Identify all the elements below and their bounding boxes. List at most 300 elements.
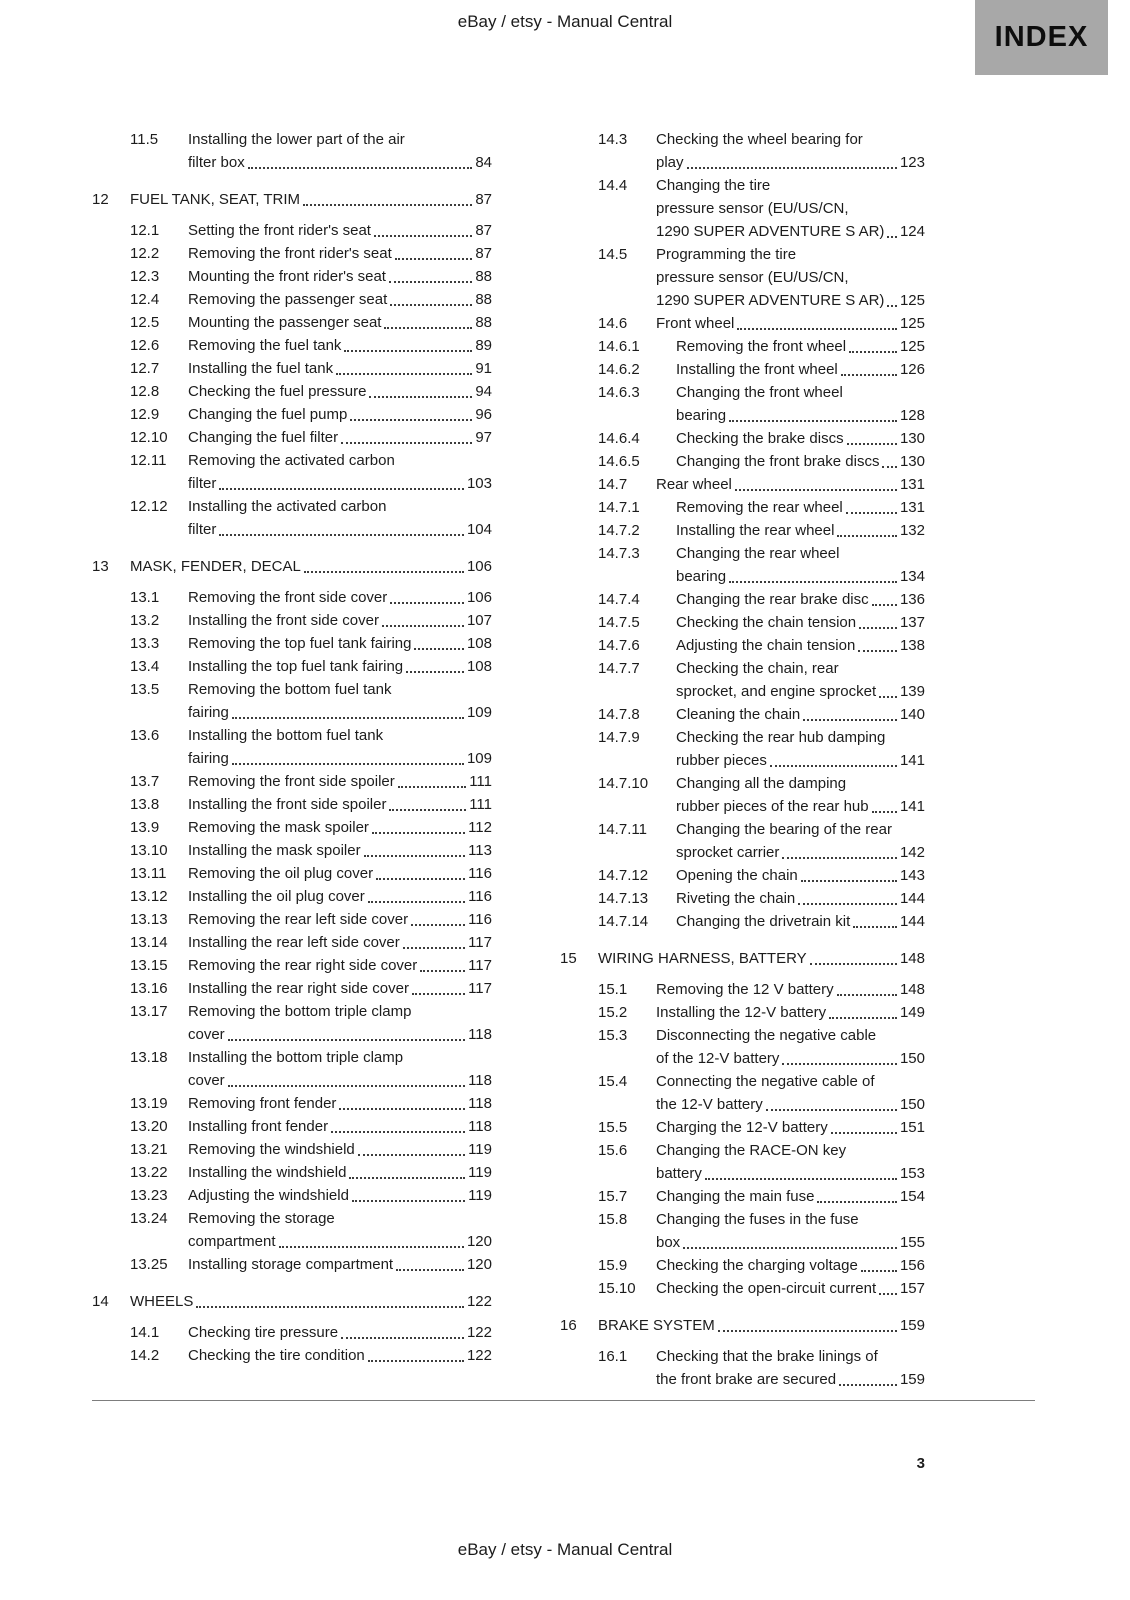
toc-entry-title-line: Removing the bottom triple clamp (188, 1003, 412, 1020)
toc-entry-title: Checking the brake discs (676, 430, 844, 447)
toc-entry-body (656, 978, 925, 1001)
toc-entry-number: 13.8 (130, 796, 160, 813)
toc-entry-last-line (188, 931, 492, 954)
toc-entry-number: 15.5 (598, 1119, 628, 1136)
toc-entry-body (188, 357, 492, 380)
toc-entry-number: 13.2 (130, 612, 160, 629)
toc-entry-last-line (188, 793, 492, 816)
toc-entry (560, 947, 925, 970)
toc-entry-body (656, 1070, 925, 1116)
toc-entry-body (656, 1001, 925, 1024)
toc-entry-number: 14.7.13 (598, 890, 649, 907)
toc-entry-body (188, 977, 492, 1000)
toc-entry-title-line: Removing the activated carbon (188, 452, 395, 469)
dot-leader (232, 747, 464, 770)
dot-leader (382, 609, 464, 632)
toc-entry-title: the front brake are secured (656, 1371, 837, 1388)
toc-entry-title: Installing the rear left side cover (188, 934, 400, 951)
toc-entry-last-line (188, 311, 492, 334)
toc-entry-number: 12.3 (130, 268, 160, 285)
dot-leader (839, 1368, 897, 1391)
toc-entry-page: 108 (466, 658, 492, 675)
toc-entry-number: 14.1 (130, 1324, 160, 1341)
toc-entry-title: Installing the windshield (188, 1164, 347, 1181)
toc-entry-body (188, 1046, 492, 1092)
toc-entry-page: 125 (899, 292, 925, 309)
toc-entry-last-line (676, 703, 925, 726)
toc-entry-page: 116 (468, 888, 492, 905)
toc-entry-title: Removing the front side spoiler (188, 773, 395, 790)
toc-entry (598, 726, 925, 772)
dot-leader (770, 749, 897, 772)
toc-entry-body (676, 634, 925, 657)
dot-leader (817, 1185, 897, 1208)
toc-entry-last-line (656, 289, 925, 312)
toc-entry-page: 118 (468, 1026, 492, 1043)
toc-entry-title: rubber pieces of the rear hub (676, 798, 869, 815)
toc-entry-last-line (676, 795, 925, 818)
toc-entry (598, 243, 925, 312)
toc-entry-number: 15.10 (598, 1280, 636, 1297)
toc-entry (598, 772, 925, 818)
toc-entry-last-line (188, 701, 492, 724)
toc-entry-page: 136 (899, 591, 925, 608)
dot-leader (879, 680, 897, 703)
dot-leader (331, 1115, 465, 1138)
toc-entry-body (676, 427, 925, 450)
toc-entry-number: 13.19 (130, 1095, 168, 1112)
dot-leader (228, 1023, 465, 1046)
toc-entry-number: 14.7.5 (598, 614, 640, 631)
toc-entry-number: 12.12 (130, 498, 168, 515)
toc-entry-number: 14.7.8 (598, 706, 640, 723)
toc-entry-last-line (656, 1231, 925, 1254)
dot-leader (420, 954, 465, 977)
toc-entry-title: Opening the chain (676, 867, 798, 884)
toc-entry (130, 839, 492, 862)
toc-entry (130, 655, 492, 678)
toc-entry (130, 1000, 492, 1046)
toc-entry-body (130, 555, 492, 578)
toc-entry-body (188, 1115, 492, 1138)
toc-entry (130, 816, 492, 839)
toc-entry (598, 1185, 925, 1208)
dot-leader (853, 910, 897, 933)
toc-entry-title: Riveting the chain (676, 890, 796, 907)
toc-entry-page: 141 (899, 798, 925, 815)
toc-entry (130, 357, 492, 380)
toc-entry-number: 12.8 (130, 383, 160, 400)
toc-entry-page: 111 (469, 773, 492, 790)
dot-leader (384, 311, 472, 334)
toc-entry-number: 16.1 (598, 1348, 628, 1365)
toc-entry-last-line (676, 519, 925, 542)
toc-entry-body (188, 265, 492, 288)
toc-entry-title: Cleaning the chain (676, 706, 801, 723)
toc-entry-number: 16 (560, 1317, 577, 1334)
toc-entry-body (656, 128, 925, 174)
toc-entry-page: 134 (899, 568, 925, 585)
toc-entry-last-line (188, 426, 492, 449)
toc-entry (598, 335, 925, 358)
toc-entry-number: 12.7 (130, 360, 160, 377)
toc-entry-title: MASK, FENDER, DECAL (130, 558, 301, 575)
toc-entry-last-line (598, 1314, 925, 1337)
toc-entry-last-line (130, 188, 492, 211)
toc-entry-number: 15.2 (598, 1004, 628, 1021)
toc-entry-last-line (656, 1277, 925, 1300)
dot-leader (219, 472, 464, 495)
toc-entry-title: filter (188, 475, 217, 492)
toc-entry-body (676, 864, 925, 887)
dot-leader (368, 885, 465, 908)
toc-entry-last-line (676, 404, 925, 427)
toc-entry-title: Removing the passenger seat (188, 291, 388, 308)
toc-entry-number: 12.5 (130, 314, 160, 331)
toc-entry (598, 174, 925, 243)
toc-entry (130, 380, 492, 403)
toc-entry-body (188, 1207, 492, 1253)
toc-entry-page: 87 (475, 245, 492, 262)
toc-entry-title: sprocket, and engine sprocket (676, 683, 877, 700)
toc-entry-title: Charging the 12-V battery (656, 1119, 828, 1136)
dot-leader (403, 931, 465, 954)
index-badge-label: INDEX (994, 21, 1089, 53)
toc-entry (598, 1254, 925, 1277)
toc-entry-title: play (656, 154, 684, 171)
toc-entry-page: 126 (899, 361, 925, 378)
toc-entry-last-line (676, 565, 925, 588)
toc-entry-title: Removing the rear right side cover (188, 957, 418, 974)
toc-entry-title: Installing the mask spoiler (188, 842, 361, 859)
toc-entry (130, 931, 492, 954)
dot-leader (372, 816, 465, 839)
toc-entry-body (656, 243, 925, 312)
toc-entry-last-line (676, 680, 925, 703)
toc-entry-title-line: Removing the storage (188, 1210, 335, 1227)
toc-entry-number: 15.4 (598, 1073, 628, 1090)
toc-entry-number: 14.7.7 (598, 660, 640, 677)
dot-leader (887, 220, 897, 243)
toc-entry-page: 97 (475, 429, 492, 446)
toc-entry (598, 1345, 925, 1391)
toc-entry-last-line (188, 1344, 492, 1367)
dot-leader (279, 1230, 464, 1253)
toc-entry-title: Checking tire pressure (188, 1324, 339, 1341)
toc-entry-number: 14.6.3 (598, 384, 640, 401)
dot-leader (304, 555, 464, 578)
toc-entry (598, 864, 925, 887)
toc-entry-page: 84 (475, 154, 492, 171)
toc-entry-body (676, 358, 925, 381)
toc-entry-body (676, 496, 925, 519)
toc-entry (598, 703, 925, 726)
toc-entry-last-line (656, 978, 925, 1001)
toc-entry-last-line (188, 1069, 492, 1092)
dot-leader (196, 1290, 464, 1313)
toc-entry-body (676, 772, 925, 818)
toc-entry (598, 450, 925, 473)
toc-entry-body (656, 174, 925, 243)
toc-entry-last-line (676, 496, 925, 519)
toc-entry-last-line (676, 634, 925, 657)
toc-entry-page: 116 (468, 865, 492, 882)
toc-entry-title: of the 12-V battery (656, 1050, 780, 1067)
toc-entry-title: Removing the rear wheel (676, 499, 843, 516)
toc-entry-body (188, 724, 492, 770)
dot-leader (837, 519, 897, 542)
toc-entry-page: 88 (475, 314, 492, 331)
toc-entry-title-line: Disconnecting the negative cable (656, 1027, 877, 1044)
toc-entry-title: bearing (676, 568, 727, 585)
toc-entry-body (676, 335, 925, 358)
toc-entry-last-line (188, 885, 492, 908)
toc-entry-body (188, 1138, 492, 1161)
page-number: 3 (916, 1455, 925, 1472)
toc-entry-number: 12.6 (130, 337, 160, 354)
toc-entry-number: 14.6.2 (598, 361, 640, 378)
toc-entry-title: Rear wheel (656, 476, 732, 493)
toc-entry-body (676, 519, 925, 542)
toc-entry-title: 1290 SUPER ADVENTURE S AR) (656, 292, 885, 309)
toc-entry-title: Installing front fender (188, 1118, 329, 1135)
toc-entry (130, 908, 492, 931)
toc-entry-title-line: Changing all the damping (676, 775, 847, 792)
toc-entry-title: Checking the open-circuit current (656, 1280, 877, 1297)
toc-entry-page: 154 (899, 1188, 925, 1205)
dot-leader (364, 839, 465, 862)
toc-entry-title-line: Checking the wheel bearing for (656, 131, 863, 148)
toc-entry-number: 13.17 (130, 1003, 168, 1020)
toc-entry-page: 144 (899, 890, 925, 907)
toc-entry-page: 87 (475, 222, 492, 239)
toc-entry-number: 12 (92, 191, 109, 208)
toc-entry-body (188, 288, 492, 311)
toc-entry-number: 13.21 (130, 1141, 168, 1158)
toc-entry-body (188, 770, 492, 793)
toc-entry-number: 14.5 (598, 246, 628, 263)
toc-entry-title: filter box (188, 154, 245, 171)
toc-entry-title: fairing (188, 704, 229, 721)
dot-leader (882, 450, 897, 473)
toc-entry-page: 155 (899, 1234, 925, 1251)
toc-entry-last-line (188, 403, 492, 426)
toc-entry-body (188, 1253, 492, 1276)
toc-entry-number: 12.4 (130, 291, 160, 308)
toc-entry-title: Installing the oil plug cover (188, 888, 365, 905)
toc-entry-body (188, 242, 492, 265)
toc-entry-title: Removing the oil plug cover (188, 865, 374, 882)
toc-entry-body (676, 611, 925, 634)
toc-entry-title: fairing (188, 750, 229, 767)
toc-entry-body (188, 449, 492, 495)
dot-leader (339, 1092, 465, 1115)
dot-leader (735, 473, 897, 496)
toc-entry-number: 11.5 (130, 131, 159, 148)
dot-leader (846, 496, 897, 519)
toc-entry-page: 153 (899, 1165, 925, 1182)
toc-entry (92, 188, 492, 211)
toc-entry-page: 132 (899, 522, 925, 539)
toc-entry (130, 265, 492, 288)
toc-entry (130, 586, 492, 609)
dot-leader (718, 1314, 897, 1337)
toc-entry (130, 1253, 492, 1276)
toc-entry-title: WHEELS (130, 1293, 194, 1310)
toc-entry-last-line (656, 1093, 925, 1116)
dot-leader (847, 427, 897, 450)
dot-leader (390, 586, 464, 609)
toc-entry-body (188, 1161, 492, 1184)
toc-entry (598, 381, 925, 427)
toc-entry-title: Removing the front wheel (676, 338, 847, 355)
toc-entry (130, 288, 492, 311)
toc-entry-title-line: Checking the rear hub damping (676, 729, 886, 746)
toc-entry-number: 14.7.11 (598, 821, 647, 838)
toc-entry-page: 157 (899, 1280, 925, 1297)
toc-entry (598, 519, 925, 542)
dot-leader (782, 1047, 897, 1070)
toc-entry-last-line (656, 473, 925, 496)
toc-entry-page: 118 (468, 1072, 492, 1089)
toc-entry-number: 14.3 (598, 131, 628, 148)
toc-entry-body (188, 862, 492, 885)
toc-entry-last-line (188, 609, 492, 632)
toc-entry-last-line (676, 358, 925, 381)
toc-entry-body (188, 495, 492, 541)
dot-leader (374, 219, 472, 242)
toc-entry-number: 15.1 (598, 981, 628, 998)
toc-entry-title: cover (188, 1026, 225, 1043)
toc-entry-body (676, 818, 925, 864)
dot-leader (395, 242, 473, 265)
dot-leader (368, 1344, 464, 1367)
toc-entry-title: battery (656, 1165, 702, 1182)
toc-entry (92, 1290, 492, 1313)
toc-entry-last-line (188, 357, 492, 380)
toc-entry (598, 1070, 925, 1116)
toc-entry-page: 117 (468, 934, 492, 951)
toc-entry-body (656, 1208, 925, 1254)
toc-entry-number: 14.7.1 (598, 499, 640, 516)
dot-leader (737, 312, 897, 335)
toc-entry-last-line (676, 450, 925, 473)
toc-entry-body (188, 793, 492, 816)
toc-entry-body (188, 655, 492, 678)
toc-entry-title: Mounting the front rider's seat (188, 268, 386, 285)
toc-entry-number: 13.12 (130, 888, 168, 905)
dot-leader (350, 403, 472, 426)
toc-entry (598, 1208, 925, 1254)
toc-entry-last-line (676, 588, 925, 611)
toc-entry-body (188, 403, 492, 426)
toc-entry-title: Installing the front side cover (188, 612, 379, 629)
toc-entry-body (598, 1314, 925, 1337)
toc-entry-last-line (188, 747, 492, 770)
toc-entry-page: 112 (468, 819, 492, 836)
dot-leader (228, 1069, 465, 1092)
toc-entry-last-line (130, 1290, 492, 1313)
toc-entry-title: Front wheel (656, 315, 735, 332)
dot-leader (349, 1161, 465, 1184)
toc-entry (130, 678, 492, 724)
dot-leader (687, 151, 897, 174)
toc-entry (92, 555, 492, 578)
toc-entry-body (676, 450, 925, 473)
toc-entry-last-line (656, 1162, 925, 1185)
toc-entry-page: 88 (475, 268, 492, 285)
toc-entry-page: 118 (468, 1095, 492, 1112)
toc-entry-page: 91 (475, 360, 492, 377)
toc-entry-title: Installing the top fuel tank fairing (188, 658, 404, 675)
dot-leader (872, 795, 897, 818)
toc-entry-title-line: pressure sensor (EU/US/CN, (656, 269, 849, 286)
toc-entry-body (188, 678, 492, 724)
toc-entry-last-line (188, 1023, 492, 1046)
toc-entry-last-line (188, 265, 492, 288)
toc-entry-last-line (188, 839, 492, 862)
toc-entry-number: 14.7.9 (598, 729, 640, 746)
toc-entry-number: 13.3 (130, 635, 160, 652)
toc-entry-page: 119 (468, 1187, 492, 1204)
toc-entry-last-line (188, 586, 492, 609)
toc-entry-title-line: pressure sensor (EU/US/CN, (656, 200, 849, 217)
toc-entry-last-line (676, 841, 925, 864)
toc-entry-title: the 12-V battery (656, 1096, 763, 1113)
toc-entry-body (188, 380, 492, 403)
toc-entry-title: Changing the fuel filter (188, 429, 339, 446)
toc-entry-page: 125 (899, 338, 925, 355)
toc-entry (130, 128, 492, 174)
toc-entry (130, 1115, 492, 1138)
toc-entry-title: Removing front fender (188, 1095, 337, 1112)
toc-entry-last-line (188, 1253, 492, 1276)
toc-entry (598, 128, 925, 174)
toc-entry (130, 862, 492, 885)
toc-entry-title: Removing the fuel tank (188, 337, 342, 354)
toc-entry-number: 13.23 (130, 1187, 168, 1204)
toc-entry-last-line (676, 427, 925, 450)
toc-entry (130, 1207, 492, 1253)
toc-entry (598, 473, 925, 496)
toc-entry-title: WIRING HARNESS, BATTERY (598, 950, 807, 967)
dot-leader (861, 1254, 897, 1277)
dot-leader (396, 1253, 464, 1276)
header-title: eBay / etsy - Manual Central (457, 12, 673, 31)
dot-leader (879, 1277, 897, 1300)
toc-entry-number: 13.20 (130, 1118, 168, 1135)
toc-entry-title: Mounting the passenger seat (188, 314, 382, 331)
dot-leader (859, 611, 897, 634)
toc-entry-body (676, 657, 925, 703)
toc-entry-page: 109 (466, 750, 492, 767)
toc-entry (598, 312, 925, 335)
toc-entry-number: 14.7 (598, 476, 628, 493)
toc-entry (130, 1344, 492, 1367)
toc-entry (130, 311, 492, 334)
toc-entry-last-line (188, 151, 492, 174)
toc-entry-title-line: Installing the lower part of the air (188, 131, 405, 148)
toc-entry-title: rubber pieces (676, 752, 767, 769)
toc-entry-number: 14.7.12 (598, 867, 649, 884)
toc-entry (130, 449, 492, 495)
toc-entry-body (188, 426, 492, 449)
toc-entry-title: cover (188, 1072, 225, 1089)
dot-leader (810, 947, 897, 970)
toc-entry-title: Removing the 12 V battery (656, 981, 834, 998)
toc-entry-number: 14.7.2 (598, 522, 640, 539)
toc-entry-body (676, 588, 925, 611)
